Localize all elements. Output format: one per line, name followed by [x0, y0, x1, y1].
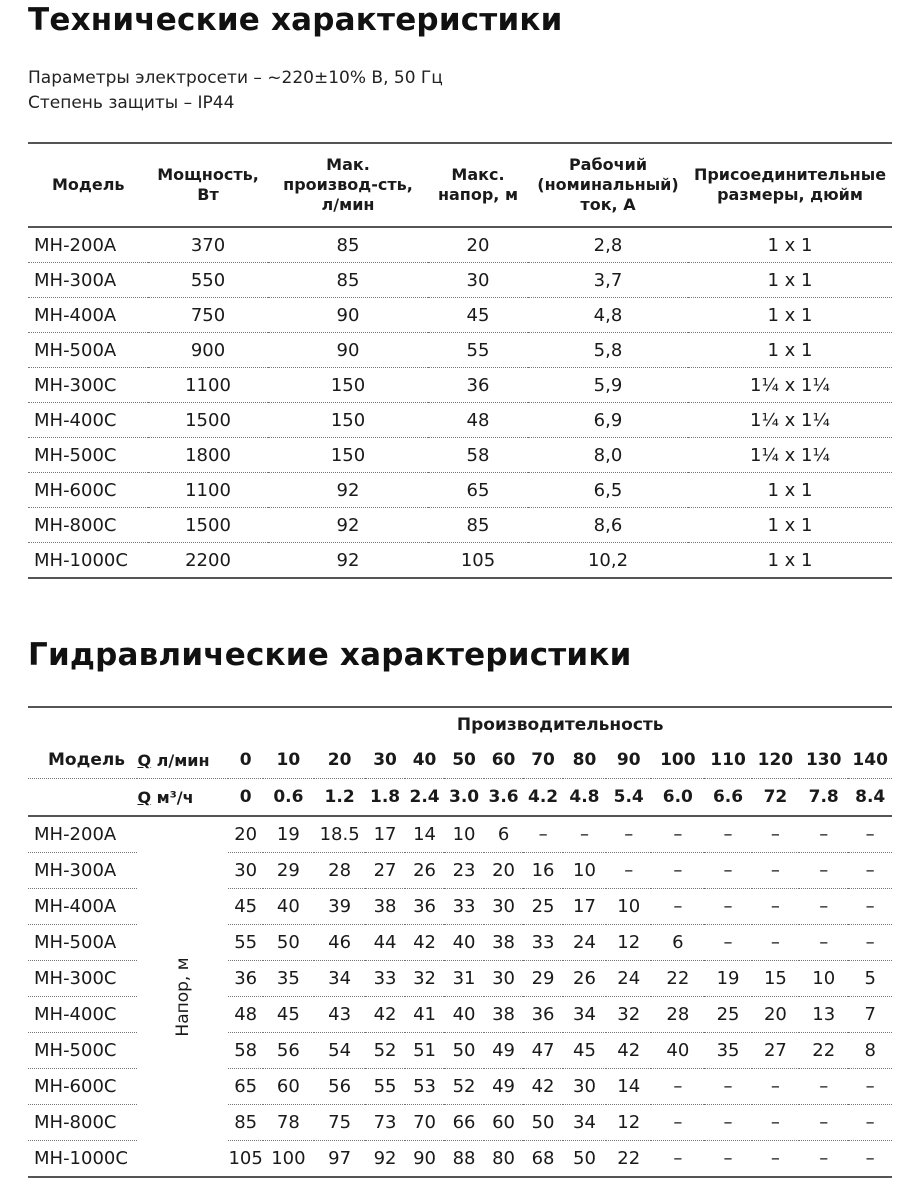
cell-current: 5,8	[528, 333, 688, 368]
cell-head: 58	[428, 438, 528, 473]
lmin-value: 50	[444, 742, 484, 779]
tech-table	[28, 142, 892, 579]
head-value: 10	[606, 889, 651, 925]
head-value: 5	[848, 961, 892, 997]
head-value: –	[799, 925, 848, 961]
head-value: 33	[365, 961, 405, 997]
lmin-value: 70	[523, 742, 563, 779]
tech-row	[28, 543, 892, 579]
cell-head: 20	[428, 227, 528, 263]
productivity-header: Производительность	[456, 715, 664, 735]
cell-model: МН-500С	[28, 1033, 137, 1069]
head-value: 10	[799, 961, 848, 997]
head-value: 92	[373, 1148, 397, 1169]
head-value: 105	[228, 1148, 263, 1169]
head-value: –	[799, 889, 848, 925]
head-value: 10	[444, 816, 484, 853]
head-value: –	[651, 1105, 704, 1141]
head-value: 25	[704, 997, 751, 1033]
head-value: 36	[228, 961, 262, 997]
head-value: 55	[365, 1069, 405, 1105]
th-current: Рабочий (номинальный) ток, А	[528, 143, 688, 227]
m3h-value: 4.2	[523, 779, 563, 817]
cell-power: 1100	[148, 368, 268, 403]
head-value: 66	[444, 1105, 484, 1141]
cell-current: 10,2	[587, 549, 629, 571]
head-value: 22	[799, 1033, 848, 1069]
lmin-value: 100	[651, 742, 704, 779]
head-value: 30	[484, 961, 524, 997]
head-value: 26	[563, 961, 606, 997]
head-value: –	[673, 1148, 683, 1169]
m3h-value: 4.8	[563, 779, 606, 817]
head-value: 49	[484, 1033, 524, 1069]
head-value: 27	[365, 853, 405, 889]
head-value: –	[799, 816, 848, 853]
head-value: –	[523, 816, 563, 853]
m3h-value: 5.4	[606, 779, 651, 817]
cell-power: 1800	[148, 438, 268, 473]
cell-head: 48	[428, 403, 528, 438]
head-value: 42	[606, 1033, 651, 1069]
th-model: Модель	[28, 143, 148, 227]
head-value: –	[723, 1148, 733, 1169]
cell-size: 1 x 1	[767, 549, 813, 571]
head-value: –	[606, 853, 651, 889]
lmin-value: 30	[365, 742, 405, 779]
head-value: –	[799, 853, 848, 889]
head-value: 41	[405, 997, 445, 1033]
head-value: –	[752, 853, 799, 889]
head-value: 32	[405, 961, 445, 997]
head-value: 12	[606, 925, 651, 961]
head-value: –	[704, 853, 751, 889]
head-value: 24	[563, 925, 606, 961]
head-value: 24	[606, 961, 651, 997]
head-value: 47	[523, 1033, 563, 1069]
m3h-value: 72	[752, 779, 799, 817]
m3h-value: 6.0	[651, 779, 704, 817]
head-value: 28	[314, 853, 365, 889]
head-value: –	[848, 816, 892, 853]
cell-size: 1 x 1	[688, 263, 892, 298]
head-value: 17	[563, 889, 606, 925]
head-value: 17	[365, 816, 405, 853]
m3h-value: 7.8	[799, 779, 848, 817]
head-value: 100	[271, 1148, 306, 1169]
head-value: 40	[651, 1033, 704, 1069]
tech-row	[28, 403, 892, 438]
cell-size: 1 x 1	[688, 473, 892, 508]
cell-flow: 150	[268, 438, 428, 473]
head-value: 22	[617, 1148, 641, 1169]
cell-power: 2200	[185, 549, 231, 571]
lmin-value: 90	[606, 742, 651, 779]
head-value: –	[848, 1069, 892, 1105]
head-value: –	[704, 889, 751, 925]
head-value: 34	[314, 961, 365, 997]
head-value: –	[770, 1148, 780, 1169]
cell-model: МН-200А	[28, 816, 137, 853]
head-value: 58	[228, 1033, 262, 1069]
hyd-productivity-row	[28, 707, 892, 742]
head-value: 33	[523, 925, 563, 961]
cell-model: МН-800С	[28, 1105, 137, 1141]
cell-model: МН-400А	[28, 889, 137, 925]
cell-power: 1500	[148, 403, 268, 438]
head-value: 53	[405, 1069, 445, 1105]
head-value: 38	[484, 925, 524, 961]
lmin-value: 20	[314, 742, 365, 779]
head-value: 27	[752, 1033, 799, 1069]
hyd-m3h-row	[28, 779, 892, 817]
head-value: 25	[523, 889, 563, 925]
cell-flow: 92	[268, 473, 428, 508]
head-value: –	[819, 1148, 829, 1169]
hyd-table	[28, 706, 892, 1178]
head-value: 13	[799, 997, 848, 1033]
head-value: –	[563, 816, 606, 853]
head-value: –	[752, 925, 799, 961]
cell-power: 370	[148, 227, 268, 263]
lmin-value: 140	[848, 742, 892, 779]
cell-model: МН-400А	[28, 298, 148, 333]
cell-model: МН-800С	[28, 508, 148, 543]
cell-current: 8,6	[528, 508, 688, 543]
cell-flow: 92	[268, 508, 428, 543]
cell-current: 8,0	[528, 438, 688, 473]
cell-flow: 150	[268, 403, 428, 438]
head-value: 29	[263, 853, 314, 889]
head-value: 18.5	[314, 816, 365, 853]
head-value: 54	[314, 1033, 365, 1069]
head-value: –	[704, 1069, 751, 1105]
lmin-value: 110	[704, 742, 751, 779]
head-value: 60	[484, 1105, 524, 1141]
head-value: 14	[405, 816, 445, 853]
head-value: 90	[413, 1148, 437, 1169]
head-value: 32	[606, 997, 651, 1033]
head-value: 42	[523, 1069, 563, 1105]
head-value: 22	[651, 961, 704, 997]
head-value: 39	[314, 889, 365, 925]
head-value: 35	[263, 961, 314, 997]
head-value: 88	[452, 1148, 476, 1169]
cell-model: МН-600С	[28, 1069, 137, 1105]
head-value: 40	[444, 997, 484, 1033]
cell-power: 550	[148, 263, 268, 298]
cell-flow: 150	[268, 368, 428, 403]
cell-model: МН-600С	[28, 473, 148, 508]
head-value: 70	[405, 1105, 445, 1141]
lmin-value: 80	[563, 742, 606, 779]
m3h-value: 3.0	[444, 779, 484, 817]
m3h-value: 3.6	[484, 779, 524, 817]
head-value: –	[704, 925, 751, 961]
cell-model: МН-200А	[28, 227, 148, 263]
head-value: 40	[444, 925, 484, 961]
head-axis-label: Напор, м	[172, 956, 193, 1037]
m3h-value: 6.6	[704, 779, 751, 817]
lmin-value: 130	[799, 742, 848, 779]
head-value: –	[752, 1105, 799, 1141]
cell-power: 1100	[148, 473, 268, 508]
tech-title: Технические характеристики	[28, 2, 563, 38]
head-value: 80	[492, 1148, 516, 1169]
head-value: 7	[848, 997, 892, 1033]
head-value: 14	[606, 1069, 651, 1105]
head-value: 51	[405, 1033, 445, 1069]
cell-size: 1 x 1	[688, 508, 892, 543]
head-value: 38	[365, 889, 405, 925]
cell-size: 1 x 1	[688, 298, 892, 333]
cell-model: МН-500А	[28, 925, 137, 961]
cell-model: МН-500С	[28, 438, 148, 473]
head-value: 33	[444, 889, 484, 925]
head-value: 48	[228, 997, 262, 1033]
cell-model: МН-1000С	[34, 1148, 128, 1169]
head-value: –	[651, 853, 704, 889]
head-value: 20	[752, 997, 799, 1033]
head-value: –	[752, 1069, 799, 1105]
hyd-lmin-row	[28, 742, 892, 779]
hyd-title: Гидравлические характеристики	[28, 637, 632, 673]
cell-current: 6,9	[528, 403, 688, 438]
head-value: 97	[328, 1148, 352, 1169]
th-hyd-model: Модель	[28, 742, 137, 779]
cell-power: 1500	[148, 508, 268, 543]
head-value: 19	[263, 816, 314, 853]
head-value: –	[848, 853, 892, 889]
head-value: 20	[484, 853, 524, 889]
head-value: 50	[523, 1105, 563, 1141]
head-value: 36	[523, 997, 563, 1033]
cell-model: МН-500А	[28, 333, 148, 368]
head-value: –	[848, 925, 892, 961]
head-value: 30	[484, 889, 524, 925]
head-value: 60	[263, 1069, 314, 1105]
m3h-value: 0	[228, 779, 262, 817]
tech-header-row	[28, 143, 892, 227]
m3h-value: 8.4	[848, 779, 892, 817]
tech-row	[28, 333, 892, 368]
head-value: 36	[405, 889, 445, 925]
head-value: –	[799, 1069, 848, 1105]
head-value: 16	[523, 853, 563, 889]
cell-flow: 85	[268, 263, 428, 298]
head-value: 45	[563, 1033, 606, 1069]
m3h-value: 1.2	[314, 779, 365, 817]
head-value: –	[704, 816, 751, 853]
head-value: –	[651, 816, 704, 853]
head-value: –	[752, 889, 799, 925]
head-value: 40	[263, 889, 314, 925]
m3h-value: 2.4	[405, 779, 445, 817]
cell-power: 750	[148, 298, 268, 333]
head-value: 6	[484, 816, 524, 853]
head-value: 38	[484, 997, 524, 1033]
m3h-value: 0.6	[263, 779, 314, 817]
th-flow: Мак. производ-сть, л/мин	[268, 143, 428, 227]
cell-head: 65	[428, 473, 528, 508]
cell-current: 3,7	[528, 263, 688, 298]
m3h-value: 1.8	[365, 779, 405, 817]
cell-size: 1¼ x 1¼	[688, 438, 892, 473]
hyd-row	[28, 816, 892, 853]
head-value: 52	[444, 1069, 484, 1105]
cell-head: 45	[428, 298, 528, 333]
cell-size: 1¼ x 1¼	[688, 368, 892, 403]
cell-head: 30	[428, 263, 528, 298]
q-lmin-label: Q л/мин	[137, 742, 228, 779]
head-value: 46	[314, 925, 365, 961]
head-value: 50	[573, 1148, 596, 1169]
head-value: 52	[365, 1033, 405, 1069]
cell-model: МН-300С	[28, 368, 148, 403]
head-value: 29	[523, 961, 563, 997]
cell-current: 4,8	[528, 298, 688, 333]
cell-head: 105	[460, 549, 496, 571]
head-value: 45	[263, 997, 314, 1033]
head-value: –	[704, 1105, 751, 1141]
tech-row	[28, 298, 892, 333]
head-value: 34	[563, 1105, 606, 1141]
cell-current: 6,5	[528, 473, 688, 508]
tech-row	[28, 508, 892, 543]
cell-size: 1 x 1	[688, 333, 892, 368]
head-value: –	[606, 816, 651, 853]
head-value: 78	[263, 1105, 314, 1141]
head-value: 42	[365, 997, 405, 1033]
head-value: 55	[228, 925, 262, 961]
head-value: 56	[263, 1033, 314, 1069]
head-value: 49	[484, 1069, 524, 1105]
cell-current: 5,9	[528, 368, 688, 403]
head-value: –	[865, 1148, 875, 1169]
head-value: 23	[444, 853, 484, 889]
head-value: 50	[263, 925, 314, 961]
head-axis	[137, 816, 228, 1177]
lmin-value: 60	[484, 742, 524, 779]
head-value: 50	[444, 1033, 484, 1069]
tech-row	[28, 438, 892, 473]
head-value: 19	[704, 961, 751, 997]
tech-row	[28, 227, 892, 263]
cell-model: МН-400С	[28, 997, 137, 1033]
head-value: 42	[405, 925, 445, 961]
head-value: 8	[848, 1033, 892, 1069]
params-power: Параметры электросети – ~220±10% В, 50 Гц	[28, 68, 443, 88]
cell-size: 1¼ x 1¼	[688, 403, 892, 438]
lmin-value: 40	[405, 742, 445, 779]
head-value: –	[848, 1105, 892, 1141]
head-value: 20	[228, 816, 262, 853]
cell-head: 36	[428, 368, 528, 403]
head-value: 68	[531, 1148, 555, 1169]
head-value: 35	[704, 1033, 751, 1069]
head-value: 45	[228, 889, 262, 925]
cell-model: МН-300А	[28, 853, 137, 889]
head-value: 65	[228, 1069, 262, 1105]
tech-row	[28, 263, 892, 298]
lmin-value: 120	[752, 742, 799, 779]
head-value: 28	[651, 997, 704, 1033]
lmin-value: 10	[263, 742, 314, 779]
head-value: 31	[444, 961, 484, 997]
cell-model: МН-400С	[28, 403, 148, 438]
cell-current: 2,8	[528, 227, 688, 263]
head-value: 15	[752, 961, 799, 997]
lmin-value: 0	[228, 742, 262, 779]
head-value: –	[651, 889, 704, 925]
th-size: Присоединительные размеры, дюйм	[688, 143, 892, 227]
head-value: 43	[314, 997, 365, 1033]
cell-flow: 92	[336, 549, 360, 571]
head-value: 12	[606, 1105, 651, 1141]
params-protection: Степень защиты – IP44	[28, 93, 235, 113]
q-m3h-label: Q м³/ч	[137, 779, 228, 817]
cell-power: 900	[148, 333, 268, 368]
cell-model: МН-300А	[28, 263, 148, 298]
head-value: 6	[651, 925, 704, 961]
cell-flow: 90	[268, 333, 428, 368]
head-value: 34	[563, 997, 606, 1033]
head-value: 85	[228, 1105, 262, 1141]
th-head: Макс. напор, м	[428, 143, 528, 227]
head-value: 30	[563, 1069, 606, 1105]
head-value: –	[651, 1069, 704, 1105]
head-value: 26	[405, 853, 445, 889]
head-value: 10	[563, 853, 606, 889]
head-value: 73	[365, 1105, 405, 1141]
head-value: 30	[228, 853, 262, 889]
cell-flow: 85	[268, 227, 428, 263]
tech-row	[28, 473, 892, 508]
cell-flow: 90	[268, 298, 428, 333]
th-power: Мощность, Вт	[148, 143, 268, 227]
head-value: 44	[365, 925, 405, 961]
cell-head: 85	[428, 508, 528, 543]
cell-model: МН-300С	[28, 961, 137, 997]
params-block	[28, 66, 443, 116]
cell-model: МН-1000С	[34, 549, 128, 571]
head-value: 75	[314, 1105, 365, 1141]
head-value: –	[752, 816, 799, 853]
head-value: 56	[314, 1069, 365, 1105]
tech-row	[28, 368, 892, 403]
head-value: –	[799, 1105, 848, 1141]
cell-head: 55	[428, 333, 528, 368]
cell-size: 1 x 1	[688, 227, 892, 263]
head-value: –	[848, 889, 892, 925]
